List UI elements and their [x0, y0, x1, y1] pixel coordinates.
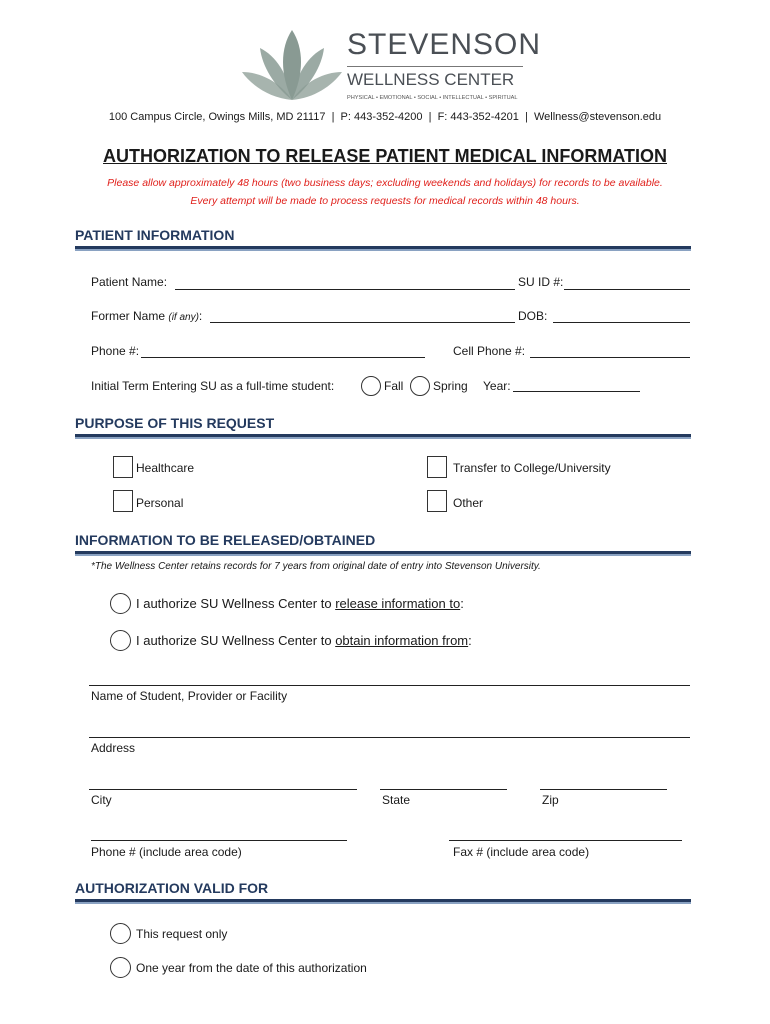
section-rule — [75, 246, 691, 249]
validity-section-heading: AUTHORIZATION VALID FOR — [75, 880, 269, 896]
year-label: Year: — [483, 379, 511, 393]
patient-name-field[interactable] — [175, 289, 515, 290]
logo-divider — [347, 66, 523, 67]
cell-phone-label: Cell Phone #: — [453, 344, 526, 358]
phone-area-code-label: Phone # (include area code) — [91, 845, 242, 859]
other-checkbox[interactable] — [427, 490, 447, 512]
release-to-label: I authorize SU Wellness Center to release information to: — [136, 596, 464, 611]
phone-area-code-field[interactable] — [91, 840, 347, 841]
fax-area-code-label: Fax # (include area code) — [453, 845, 590, 859]
fax-area-code-field[interactable] — [449, 840, 682, 841]
city-label: City — [91, 793, 112, 807]
phone-label: Phone #: — [91, 344, 140, 358]
patient-section-heading: PATIENT INFORMATION — [75, 227, 235, 243]
section-rule — [75, 899, 691, 902]
personal-label: Personal — [136, 496, 184, 510]
transfer-label: Transfer to College/University — [453, 461, 611, 475]
zip-label: Zip — [542, 793, 559, 807]
obtain-from-label: I authorize SU Wellness Center to obtain information from: — [136, 633, 472, 648]
release-section-heading: INFORMATION TO BE RELEASED/OBTAINED — [75, 532, 376, 548]
purpose-section-heading: PURPOSE OF THIS REQUEST — [75, 415, 275, 431]
former-name-label: Former Name (if any): — [91, 309, 203, 323]
one-year-label: One year from the date of this authorization — [136, 961, 367, 975]
notice-line-1: Please allow approximately 48 hours (two business days; excluding weekends and holidays) for records to be available. — [107, 177, 663, 189]
logo-name: STEVENSON — [347, 28, 542, 61]
city-field[interactable] — [89, 789, 357, 790]
zip-field[interactable] — [540, 789, 667, 790]
section-rule — [75, 434, 691, 437]
contact-line: 100 Campus Circle, Owings Mills, MD 21117 | P: 443-352-4200 | F: 443-352-4201 | Wellness@stevenson.edu — [108, 111, 662, 123]
logo-subtitle: WELLNESS CENTER — [347, 70, 515, 89]
initial-term-label: Initial Term Entering SU as a full-time student: — [91, 379, 335, 393]
retention-note: *The Wellness Center retains records for 7 years from original date of entry into Stevenson University. — [91, 561, 541, 572]
dob-label: DOB: — [518, 309, 548, 323]
state-label: State — [382, 793, 411, 807]
dob-field[interactable] — [553, 322, 690, 323]
address-field[interactable] — [89, 737, 690, 738]
state-field[interactable] — [380, 789, 507, 790]
spring-radio[interactable] — [410, 376, 430, 396]
page-title: AUTHORIZATION TO RELEASE PATIENT MEDICAL INFORMATION — [103, 146, 667, 166]
fall-label: Fall — [384, 379, 404, 393]
obtain-from-radio[interactable] — [110, 630, 131, 651]
section-rule — [75, 551, 691, 554]
healthcare-label: Healthcare — [136, 461, 195, 475]
this-request-only-label: This request only — [136, 927, 228, 941]
su-id-field[interactable] — [564, 289, 690, 290]
phone-field[interactable] — [141, 357, 425, 358]
former-name-field[interactable] — [210, 322, 515, 323]
personal-checkbox[interactable] — [113, 490, 133, 512]
su-id-label: SU ID #: — [518, 275, 564, 289]
release-to-radio[interactable] — [110, 593, 131, 614]
transfer-checkbox[interactable] — [427, 456, 447, 478]
year-field[interactable] — [513, 391, 640, 392]
notice-line-2: Every attempt will be made to process requests for medical records within 48 hours. — [190, 195, 580, 207]
this-request-only-radio[interactable] — [110, 923, 131, 944]
facility-name-label: Name of Student, Provider or Facility — [91, 689, 288, 703]
logo-tagline: PHYSICAL • EMOTIONAL • SOCIAL • INTELLECTUAL • SPIRITUAL — [347, 95, 518, 101]
cell-phone-field[interactable] — [530, 357, 690, 358]
healthcare-checkbox[interactable] — [113, 456, 133, 478]
fall-radio[interactable] — [361, 376, 381, 396]
spring-label: Spring — [433, 379, 468, 393]
address-label: Address — [91, 741, 136, 755]
one-year-radio[interactable] — [110, 957, 131, 978]
patient-name-label: Patient Name: — [91, 275, 168, 289]
other-label: Other — [453, 496, 484, 510]
facility-name-field[interactable] — [89, 685, 690, 686]
lotus-logo-icon — [240, 26, 345, 106]
